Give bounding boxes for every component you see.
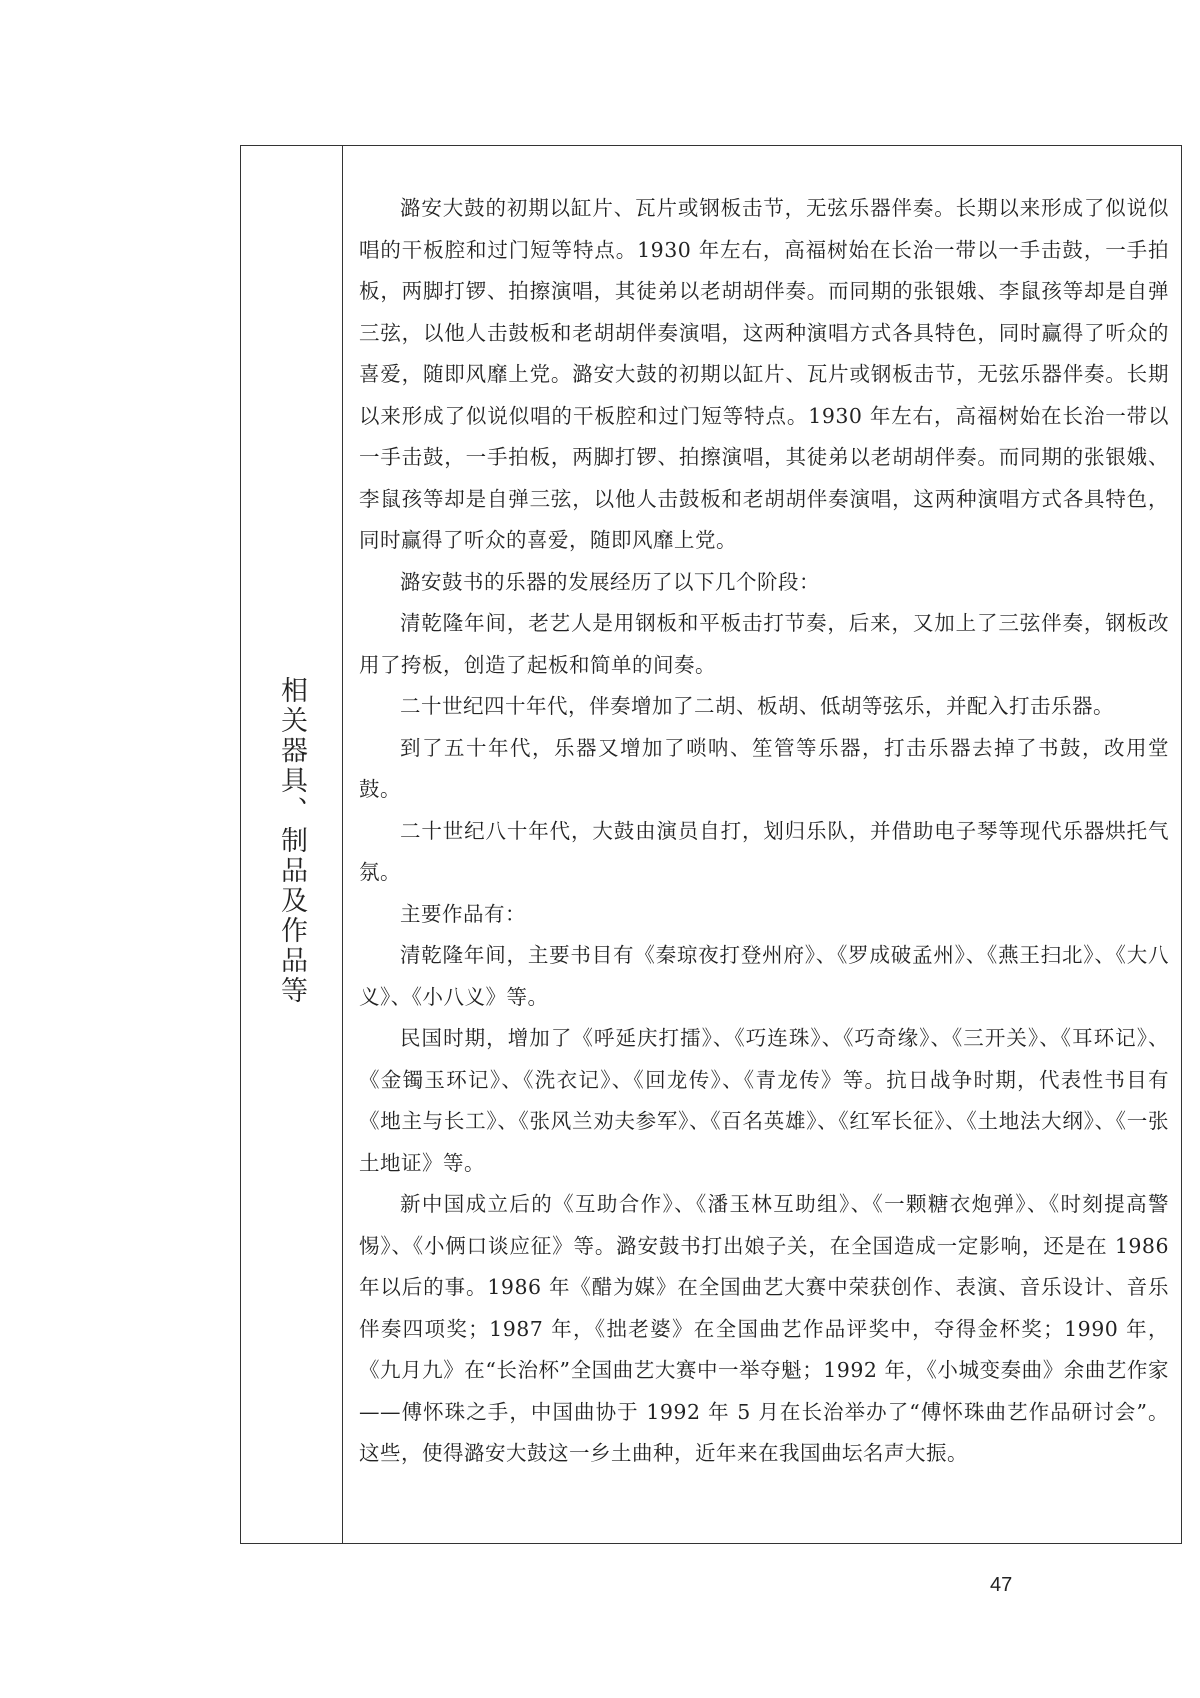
label-cell: [241, 146, 343, 1543]
paragraph-1980s: 二十世纪八十年代，大鼓由演员自打，划归乐队，并借助电子琴等现代乐器烘托气氛。: [359, 818, 1169, 884]
paragraph-main-works: 主要作品有：: [400, 901, 526, 926]
paragraph-republic-works: 民国时期，增加了《呼延庆打擂》、《巧连珠》、《巧奇缘》、《三开关》、《耳环记》、《金镯玉环记》、《洗衣记》、《回龙传》、《青龙传》等。抗日战争时期，代表性书目有《地主与长工》、《张风兰劝夫参军》、《百名英雄》、《红军长征》、《土地法大纲》、《一张土地证》等。: [359, 1026, 1169, 1175]
paragraph-instrument-stages: 潞安鼓书的乐器的发展经历了以下几个阶段：: [400, 569, 820, 594]
paragraph-1940s: 二十世纪四十年代，伴奏增加了二胡、板胡、低胡等弦乐，并配入打击乐器。: [400, 694, 1114, 718]
paragraph-new-china-works: 新中国成立后的《互助合作》、《潘玉林互助组》、《一颗糖衣炮弹》、《时刻提高警惕》、《小俩口谈应征》等。潞安鼓书打出娘子关，在全国造成一定影响，还是在 1986 年以后的事。1986 年《醋为媒》在全国曲艺大赛中荣获创作、表演、音乐设计、音乐伴奏四项奖；1987 年，《拙老婆》在全国曲艺作品评奖中，夺得金杯奖；1990 年，《九月九》在“长治杯”全国曲艺大赛中一举夺魁；1992 年，《小城变奏曲》余曲艺作家——傅怀珠之手，中国曲协于 1992 年 5 月在长治举办了“傅怀珠曲艺作品研讨会”。这些，使得潞安大鼓这一乡土曲种，近年来在我国曲坛名声大振。: [359, 1192, 1169, 1465]
content-cell: [343, 146, 1181, 1543]
paragraph-intro: 潞安大鼓的初期以缸片、瓦片或钢板击节，无弦乐器伴奏。长期以来形成了似说似唱的干板腔和过门短等特点。1930 年左右，高福树始在长治一带以一手击鼓，一手拍板，两脚打锣、拍擦演唱，其徒弟以老胡胡伴奏。而同期的张银娥、李鼠孩等却是自弹三弦，以他人击鼓板和老胡胡伴奏演唱，这两种演唱方式各具特色，同时赢得了听众的喜爱，随即风靡上党。潞安大鼓的初期以缸片、瓦片或钢板击节，无弦乐器伴奏。长期以来形成了似说似唱的干板腔和过门短等特点。1930 年左右，高福树始在长治一带以一手击鼓，一手拍板，两脚打锣、拍擦演唱，其徒弟以老胡胡伴奏。而同期的张银娥、李鼠孩等却是自弹三弦，以他人击鼓板和老胡胡伴奏演唱，这两种演唱方式各具特色，同时赢得了听众的喜爱，随即风靡上党。: [359, 196, 1169, 552]
paragraph-1950s: 到了五十年代，乐器又增加了唢呐、笙管等乐器，打击乐器去掉了书鼓，改用堂鼓。: [359, 735, 1169, 801]
paragraph-qianlong-instruments: 清乾隆年间，老艺人是用钢板和平板击打节奏，后来，又加上了三弦伴奏，钢板改用了挎板，创造了起板和简单的间奏。: [359, 611, 1169, 677]
form-table: [240, 145, 1182, 1544]
section-label: 相关器具、制品及作品等: [276, 676, 307, 1006]
paragraph-qianlong-works: 清乾隆年间，主要书目有《秦琼夜打登州府》、《罗成破孟州》、《燕王扫北》、《大八义》、《小八义》等。: [359, 943, 1169, 1009]
page-number: 47: [990, 1574, 1013, 1596]
